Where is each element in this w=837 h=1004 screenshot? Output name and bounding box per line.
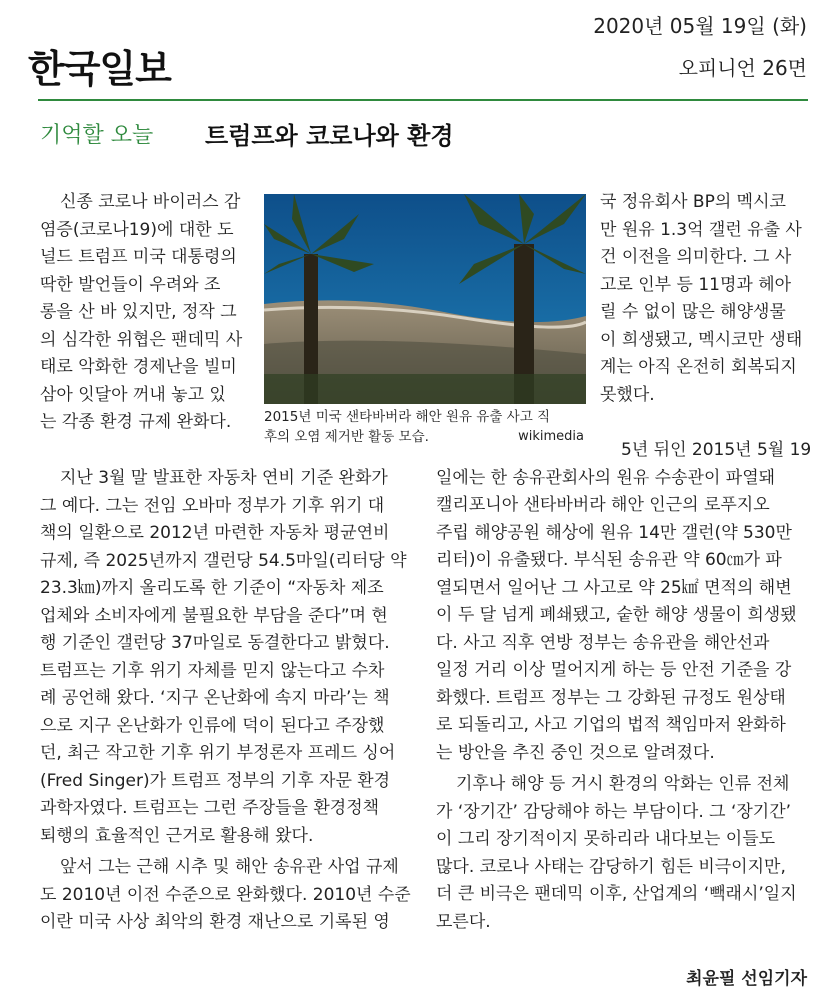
publication-date: 2020년 05월 19일 (화) xyxy=(593,14,807,38)
text-line: 딱한 발언들이 우려와 조 xyxy=(40,274,221,295)
text-line: 23.3㎞)까지 올리도록 한 기준이 “자동차 제조 xyxy=(40,578,384,598)
article-title: 트럼프와 코로나와 환경 xyxy=(205,122,454,150)
column-label: 기억할 오늘 xyxy=(40,123,154,148)
text-line: 리터)이 유출됐다. 부식된 송유관 약 60㎝가 파 xyxy=(436,550,782,570)
caption-line: 2015년 미국 샌타바버라 해안 원유 유출 사고 직 xyxy=(264,409,551,425)
text-line: 이 두 달 넘게 폐쇄됐고, 숱한 해양 생물이 희생됐 xyxy=(436,605,797,625)
text-line: 례 공언해 왔다. ‘지구 온난화에 속지 마라’는 책 xyxy=(40,688,390,708)
text-line: 그 예다. 그는 전임 오바마 정부가 기후 위기 대 xyxy=(40,495,385,516)
text-line: 캘리포니아 샌타바버라 해안 인근의 로푸지오 xyxy=(436,495,770,515)
text-line: 이란 미국 사상 최악의 환경 재난으로 기록된 영 xyxy=(40,912,390,932)
text-line: 로 되돌리고, 사고 기업의 법적 책임마저 완화하 xyxy=(436,715,786,735)
text-line: 기후나 해양 등 거시 환경의 악화는 인류 전체 xyxy=(456,774,790,794)
text-line: 일에는 한 송유관회사의 원유 수송관이 파열돼 xyxy=(436,467,776,488)
text-line: 지난 3월 말 발표한 자동차 연비 기준 완화가 xyxy=(60,468,388,488)
text-line: 업체와 소비자에게 불필요한 부담을 준다”며 현 xyxy=(40,605,388,626)
beach-palm-photo xyxy=(264,194,586,404)
text-line: 일정 거리 이상 멀어지게 하는 등 안전 기준을 강 xyxy=(436,660,792,680)
text-line: 롱을 산 바 있지만, 정작 그 xyxy=(40,302,237,322)
text-line: 는 방안을 추진 중인 것으로 알려졌다. xyxy=(436,742,715,763)
author-byline: 최윤필 선임기자 xyxy=(686,969,807,989)
text-line: 염증(코로나19)에 대한 도 xyxy=(40,219,234,240)
text-line: 많다. 코로나 사태는 감당하기 힘든 비극이지만, xyxy=(436,856,786,877)
photo-credit: wikimedia xyxy=(518,429,584,444)
text-line: 는 각종 환경 규제 완화다. xyxy=(40,412,232,432)
text-line: 던, 최근 작고한 기후 위기 부정론자 프레드 싱어 xyxy=(40,743,396,763)
article-column-right-lower xyxy=(436,437,811,936)
newspaper-logo: 한국일보 xyxy=(28,47,171,91)
text-line: 5년 뒤인 2015년 5월 19 xyxy=(621,440,812,460)
text-line: 못했다. xyxy=(600,384,655,405)
text-line: 국 정유회사 BP의 멕시코 xyxy=(600,192,786,212)
text-line: 규제, 즉 2025년까지 갤런당 54.5마일(리터당 약 xyxy=(40,550,407,571)
article-column-1 xyxy=(40,189,242,437)
text-line: 으로 지구 온난화가 인류에 덕이 된다고 주장했 xyxy=(40,715,385,736)
text-line: 널드 트럼프 미국 대통령의 xyxy=(40,247,237,267)
text-line: 계는 아직 온전히 회복되지 xyxy=(600,357,797,377)
text-line: 주립 해양공원 해상에 원유 14만 갤런(약 530만 xyxy=(436,522,792,543)
text-line: 이 희생됐고, 멕시코만 생태 xyxy=(600,329,803,350)
text-line: 화했다. 트럼프 정부는 그 강화된 규정도 원상태 xyxy=(436,687,786,708)
text-line: 행 기준인 갤런당 37마일로 동결한다고 밝혔다. xyxy=(40,633,390,653)
page-section-info: 오피니언 26면 xyxy=(678,56,807,80)
text-line: 신종 코로나 바이러스 감 xyxy=(60,192,241,212)
text-line: 이 그리 장기적이지 못하리라 내다보는 이들도 xyxy=(436,829,776,849)
text-line: 고로 인부 등 11명과 헤아 xyxy=(600,274,792,295)
text-line: 책의 일환으로 2012년 마련한 자동차 평균연비 xyxy=(40,523,390,543)
text-line: 릴 수 없이 많은 해양생물 xyxy=(600,302,786,322)
header-divider xyxy=(38,99,808,101)
article-photo-block xyxy=(264,194,586,447)
text-line: 건 이전을 의미한다. 그 사 xyxy=(600,247,792,267)
text-line: 도 2010년 이전 수준으로 완화했다. 2010년 수준 xyxy=(40,884,411,905)
caption-line: 후의 오염 제거반 활동 모습. xyxy=(264,429,429,445)
text-line: 만 원유 1.3억 갤런 유출 사 xyxy=(600,219,802,240)
text-line: 앞서 그는 근해 시추 및 해안 송유관 사업 규제 xyxy=(60,857,399,877)
text-line: 삼아 잇달아 꺼내 놓고 있 xyxy=(40,384,226,405)
text-line: 트럼프는 기후 위기 자체를 믿지 않는다고 수차 xyxy=(40,660,385,681)
text-line: (Fred Singer)가 트럼프 정부의 기후 자문 환경 xyxy=(40,770,391,791)
article-column-3 xyxy=(600,189,802,409)
text-line: 다. 사고 직후 연방 정부는 송유관을 해안선과 xyxy=(436,632,770,653)
text-line: 열되면서 일어난 그 사고로 약 25㎢ 면적의 해변 xyxy=(436,577,792,598)
text-line: 모른다. xyxy=(436,911,491,932)
text-line: 태로 악화한 경제난을 빌미 xyxy=(40,357,237,377)
text-line: 가 ‘장기간’ 감당해야 하는 부담이다. 그 ‘장기간’ xyxy=(436,801,792,822)
text-line: 퇴행의 효율적인 근거로 활용해 왔다. xyxy=(40,825,314,846)
text-line: 과학자였다. 트럼프는 그런 주장들을 환경정책 xyxy=(40,798,380,818)
text-line: 의 심각한 위협은 팬데믹 사 xyxy=(40,329,243,350)
article-column-left-lower xyxy=(40,465,411,937)
text-line: 더 큰 비극은 팬데믹 이후, 산업계의 ‘빽래시’일지 xyxy=(436,884,797,904)
